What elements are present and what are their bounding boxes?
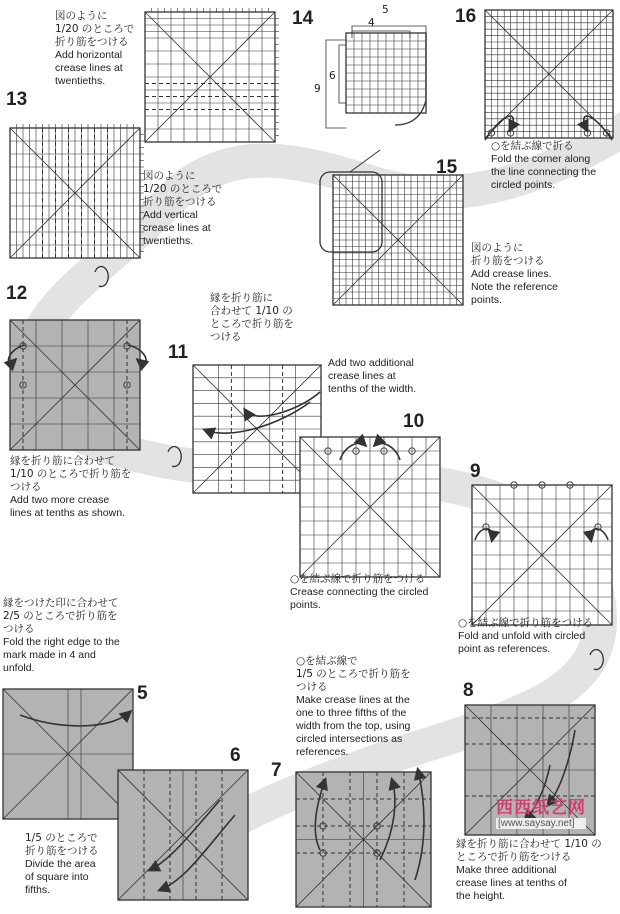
- step-6-caption: [25, 832, 125, 897]
- step-14-jp: 図のように 1/20 のところで 折り筋をつける: [55, 10, 135, 48]
- step-16-diagram: [485, 10, 613, 140]
- step-14-en: Add horizontal crease lines at twentieths.: [55, 49, 123, 87]
- step-12-jp: 縁を折り筋に合わせて 1/10 のところで折り筋を つける: [10, 455, 132, 493]
- dimension-label-d: 9: [314, 83, 321, 95]
- step-5-diagram: [3, 689, 133, 819]
- step-8-en: Make three additional crease lines at tenths of the height.: [456, 864, 567, 902]
- step-15-en: Add crease lines. Note the reference points.: [471, 268, 558, 306]
- step-6-diagram: [118, 770, 248, 900]
- step-10-en: Crease connecting the circled points.: [290, 586, 429, 611]
- step-7-caption: [296, 655, 446, 759]
- step-7-diagram: [296, 770, 431, 907]
- step-11-en: Add two additional crease lines at tenths of the width.: [328, 357, 417, 395]
- step-number-8: 8: [463, 680, 474, 701]
- step-14-caption: [55, 10, 145, 88]
- step-15-jp: 図のように 折り筋をつける: [471, 242, 545, 267]
- step-15-caption: [471, 242, 581, 307]
- step-7-en: Make crease lines at the one to three fifths of the width from the top, using circled intersections as references.: [296, 694, 411, 758]
- watermark-title: 西西纸艺网: [496, 798, 586, 817]
- step-14-diagram: [145, 8, 279, 142]
- step-number-11: 11: [168, 342, 189, 363]
- step-5-caption: [3, 597, 163, 675]
- dimension-bracket-c: [339, 45, 346, 103]
- step-9-en: Fold and unfold with circled point as references.: [458, 630, 586, 655]
- step-8-caption: [456, 838, 616, 903]
- step-6-jp: 1/5 のところで 折り筋をつける: [25, 832, 99, 857]
- dimension-label-c: 6: [329, 70, 336, 82]
- step-number-10: 10: [403, 411, 425, 432]
- step-number-6: 6: [230, 745, 241, 766]
- step-13-caption: [143, 170, 253, 248]
- step-5-en: Fold the right edge to the mark made in 4 and unfold.: [3, 636, 120, 674]
- step-9-jp: ○を結ぶ線で折り筋をつける: [458, 617, 594, 629]
- step-13-en: Add vertical crease lines at twentieths.: [143, 209, 211, 247]
- step-11-jp-caption: [210, 292, 320, 344]
- step-6-en: Divide the area of square into fifths.: [25, 858, 96, 896]
- step-5-jp: 縁をつけた印に合わせて 2/5 のところで折り筋を つける: [3, 597, 119, 635]
- step-12-en: Add two more crease lines at tenths as shown.: [10, 494, 125, 519]
- step-12-caption: [10, 455, 160, 520]
- step-11-en-caption: [328, 357, 438, 396]
- step-13-jp: 図のように 1/20 のところで 折り筋をつける: [143, 170, 223, 208]
- step-16-caption: [491, 140, 616, 192]
- step-16-en: Fold the corner along the line connecting the circled points.: [491, 153, 597, 191]
- dimension-bracket-d: [326, 40, 346, 128]
- step-9-diagram: [472, 482, 612, 625]
- step-number-14: 14: [292, 8, 314, 29]
- watermark-url: [www.saysay.net]: [496, 818, 586, 829]
- step-8-jp: 縁を折り筋に合わせて 1/10 の ところで折り筋をつける: [456, 838, 602, 863]
- step-number-5: 5: [137, 683, 148, 704]
- step-number-7: 7: [271, 760, 282, 781]
- step-number-15: 15: [436, 157, 458, 178]
- step-7-jp: ○を結ぶ線で 1/5 のところで折り筋を つける: [296, 655, 411, 693]
- step-number-9: 9: [470, 461, 481, 482]
- step-15-diagram: [333, 175, 463, 305]
- dimension-label-a: 5: [382, 4, 389, 16]
- step-15-detail-diagram: [346, 33, 426, 113]
- step-9-caption: [458, 617, 618, 656]
- step-number-13: 13: [6, 89, 28, 110]
- watermark: [496, 793, 586, 829]
- step-10-caption: [290, 573, 460, 612]
- dimension-label-b: 4: [368, 17, 375, 29]
- step-10-diagram: [300, 437, 440, 577]
- step-16-jp: ○を結ぶ線で折る: [491, 140, 574, 152]
- step-12-diagram: [8, 320, 146, 450]
- dimension-bracket-a: [352, 26, 426, 33]
- step-10-jp: ○を結ぶ線で折り筋をつける: [290, 573, 426, 585]
- step-11-jp: 縁を折り筋に 合わせて 1/10 の ところで折り筋を つける: [210, 292, 294, 343]
- step-number-16: 16: [455, 6, 477, 27]
- step-13-diagram: [10, 124, 144, 258]
- step-number-12: 12: [6, 283, 28, 304]
